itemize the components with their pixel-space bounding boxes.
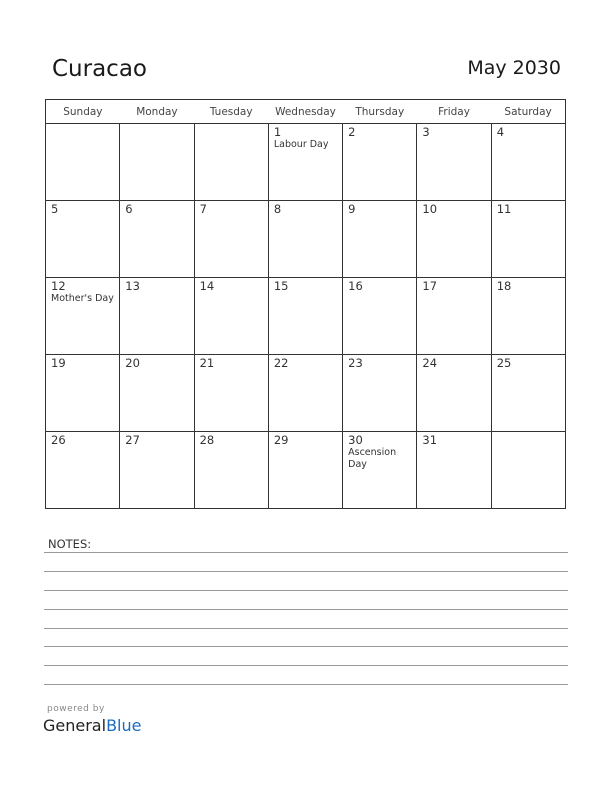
calendar-day-cell (46, 201, 120, 278)
day-number: 21 (199, 356, 215, 370)
day-number: 4 (496, 125, 505, 139)
note-line (44, 590, 568, 591)
calendar-day-cell (268, 432, 342, 509)
calendar-day-cell (46, 124, 120, 201)
day-number: 28 (199, 433, 215, 447)
day-number: 6 (125, 202, 133, 216)
calendar-day-cell (491, 278, 565, 355)
calendar-day-cell (343, 201, 417, 278)
day-number: 19 (51, 356, 66, 370)
day-number: 20 (125, 356, 140, 370)
calendar-day-cell (491, 201, 565, 278)
day-number: 9 (348, 202, 356, 216)
calendar-day-cell (491, 432, 565, 509)
calendar-day-cell (343, 355, 417, 432)
day-number: 17 (422, 279, 438, 293)
weekday-header: Sunday (46, 100, 120, 124)
calendar-month-year: May 2030 (467, 57, 561, 79)
day-number: 16 (348, 279, 363, 293)
weekday-header: Saturday (491, 100, 565, 124)
day-number: 26 (51, 433, 66, 447)
calendar-day-cell (120, 278, 194, 355)
calendar-day-cell (268, 278, 342, 355)
calendar-week-row (46, 355, 566, 432)
note-line (44, 552, 568, 553)
calendar-day-cell (417, 432, 491, 509)
day-number: 27 (125, 433, 140, 447)
note-line (44, 609, 568, 610)
calendar-grid (45, 99, 566, 509)
note-line (44, 684, 568, 685)
brand-general: General (43, 716, 107, 735)
calendar-day-cell (343, 278, 417, 355)
weekday-header: Wednesday (268, 100, 342, 124)
day-number: 24 (422, 356, 438, 370)
day-number: 3 (422, 125, 430, 139)
day-number: 30 (348, 433, 363, 447)
note-line (44, 646, 568, 647)
calendar-day-cell (120, 432, 194, 509)
calendar-day-cell (417, 124, 491, 201)
calendar-day-cell (417, 355, 491, 432)
calendar-week-row (46, 278, 566, 355)
day-number: 2 (348, 125, 356, 139)
calendar-week-row (46, 201, 566, 278)
calendar-day-cell (120, 201, 194, 278)
day-number: 13 (125, 279, 140, 293)
weekday-header: Friday (417, 100, 491, 124)
calendar-day-cell (268, 201, 342, 278)
weekday-header: Monday (120, 100, 194, 124)
holiday-label: Labour Day (273, 139, 329, 150)
note-line (44, 571, 568, 572)
note-line (44, 628, 568, 629)
day-number: 18 (496, 279, 512, 293)
calendar-day-cell (46, 278, 120, 355)
day-number: 12 (51, 279, 66, 293)
calendar-day-cell (268, 124, 342, 201)
calendar-day-cell (343, 432, 417, 509)
day-number: 31 (422, 433, 438, 447)
brand-blue: Blue (106, 716, 142, 735)
day-number: 29 (273, 433, 289, 447)
powered-by-text: powered by (47, 704, 105, 714)
note-line (44, 665, 568, 666)
calendar-day-cell (46, 355, 120, 432)
calendar-day-cell (194, 432, 268, 509)
day-number: 5 (51, 202, 59, 216)
calendar-day-cell (194, 278, 268, 355)
calendar-week-row (46, 124, 566, 201)
calendar-day-cell (343, 124, 417, 201)
calendar-day-cell (268, 355, 342, 432)
day-number: 10 (422, 202, 438, 216)
day-number: 7 (199, 202, 207, 216)
calendar-day-cell (120, 124, 194, 201)
calendar-day-cell (491, 355, 565, 432)
calendar-day-cell (417, 278, 491, 355)
day-number: 22 (273, 356, 289, 370)
notes-label: NOTES: (48, 537, 92, 551)
day-number: 14 (199, 279, 215, 293)
calendar-day-cell (491, 124, 565, 201)
day-number: 25 (496, 356, 512, 370)
calendar-day-cell (194, 201, 268, 278)
generalblue-logo[interactable] (43, 716, 141, 735)
calendar-week-row (46, 432, 566, 509)
calendar-day-cell (194, 124, 268, 201)
calendar-day-cell (417, 201, 491, 278)
day-number: 23 (348, 356, 363, 370)
day-number: 15 (273, 279, 289, 293)
calendar-day-cell (120, 355, 194, 432)
weekday-header: Thursday (343, 100, 417, 124)
weekday-header-row (46, 100, 566, 124)
holiday-label: Mother's Day (51, 293, 114, 304)
calendar-country-title: Curacao (52, 56, 147, 82)
holiday-label: Ascension Day (348, 447, 397, 470)
weekday-header: Tuesday (194, 100, 268, 124)
calendar-day-cell (194, 355, 268, 432)
day-number: 8 (273, 202, 282, 216)
calendar-day-cell (46, 432, 120, 509)
day-number: 1 (273, 125, 282, 139)
day-number: 11 (496, 202, 512, 216)
